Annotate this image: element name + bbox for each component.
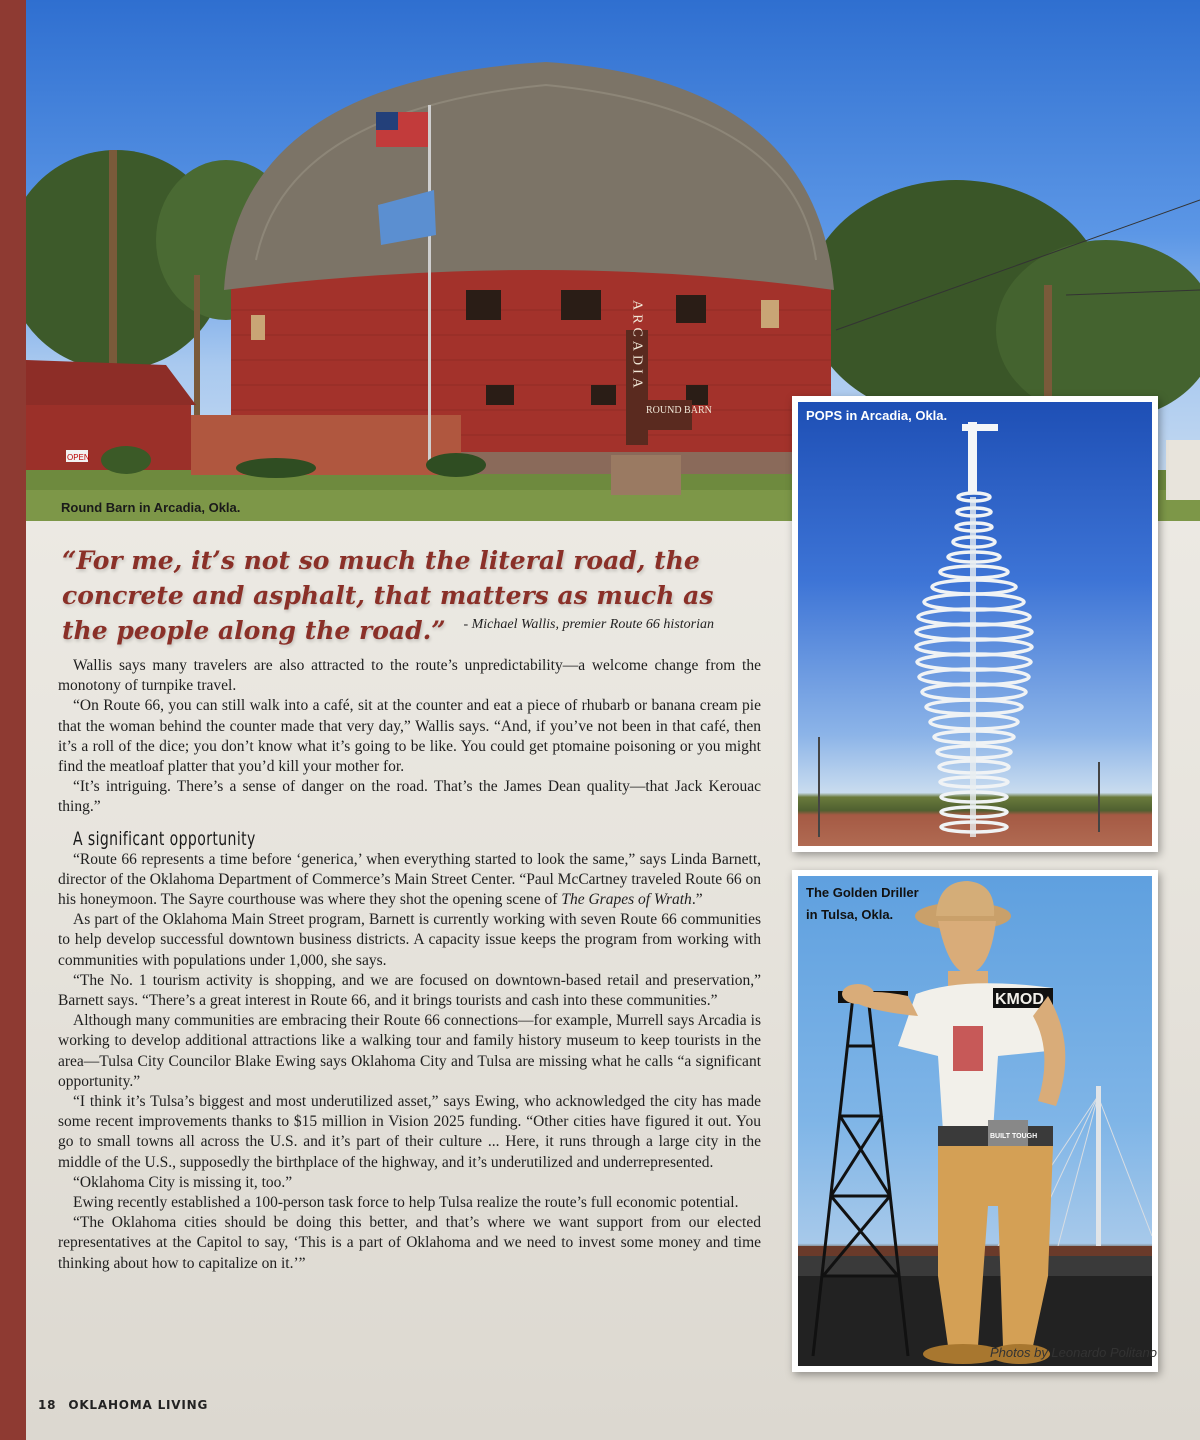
page-footer [38,1398,220,1412]
belt-buckle: BUILT TOUGH [990,1133,1038,1140]
article-paragraph: “It’s intriguing. There’s a sense of danger on the road. That’s the James Dean quality—that Jack Kerouac thing.” [58,778,761,816]
article-paragraph: Ewing recently established a 100-person task force to help Tulsa realize the route’s full economic potential. [73,1194,739,1212]
golden-driller-caption [806,882,966,926]
article-text: .” [691,891,703,909]
article-paragraph: As part of the Oklahoma Main Street program, Barnett is currently working with seven Route 66 communities to help develop successful downtown business districts. A capacity issue keeps the program from working with communities with populations under 1,000, she says. [58,911,761,969]
open-sign: OPEN [67,453,90,462]
page-number: 18 [38,1398,57,1412]
book-title: The Grapes of Wrath [561,891,692,909]
article-paragraph: Although many communities are embracing their Route 66 connections—for example, Murrell says Arcadia is working to develop additional attractions like a walking tour and family history museum to keep tourists in the area—Tulsa City Councilor Blake Ewing says Oklahoma City and Tulsa are missing what he calls “a significant opportunity.” [58,1012,761,1090]
article-body [58,656,761,1274]
golden-driller-photo [798,876,1152,1366]
article-paragraph [58,850,761,911]
pull-quote: “For me, it’s not so much the literal road, the concrete and asphalt, that matters as much as the people along the road.” [62,546,714,645]
photo-credit: Photos by Leonardo Politano [990,1345,1157,1360]
arcadia-sign: ARCADIA [629,300,645,392]
article-paragraph: “I think it’s Tulsa’s biggest and most underutilized asset,” says Ewing, who acknowledged the city has made some recent improvements thanks to $15 million in Vision 2025 funding. “Other cities have figured it out. You go to small towns all across the U.S. and it’s part of their culture ... Here, it runs through a large city in the middle of the U.S., supposedly the birthplace of the highway, and it’s underutilized and underrepresented. [58,1093,761,1171]
sidebar-stripe [0,0,26,1440]
article-paragraph: “The Oklahoma cities should be doing this better, and that’s where we want support from our elected representatives at the Capitol to say, ‘This is a part of Oklahoma and we need to invest some money and time thinking about how to capitalize on it.’” [58,1214,761,1272]
shirt-logo: KMOD [995,991,1044,1008]
article-text: “Route 66 represents a time before ‘generica,’ when everything started to look the same,” says Linda Barnett, director of the Oklahoma Department of Commerce’s Main Street Center. “Paul McCartney traveled Route 66 on his honeymoon. The Sayre courthouse was where they shot the opening scene of [58,850,761,909]
pops-photo [798,402,1152,846]
article-subhead: A significant opportunity [73,827,256,850]
round-barn-caption: Round Barn in Arcadia, Okla. [61,500,241,515]
article-paragraph: “On Route 66, you can still walk into a café, sit at the counter and eat a piece of rhubarb or banana cream pie that the woman behind the counter made that very day,” Wallis says. “And, if you’ve not been in that café, then it’s a roll of the dice; you don’t know what it’s going to be like. You could get ptomaine poisoning or you might find the meatloaf platter that you’d kill your mother for. [58,697,761,776]
golden-driller-caption-line1: The Golden Driller [806,885,919,900]
article-paragraph: Wallis says many travelers are also attracted to the route’s unpredictability—a welcome change from the monotony of turnpike travel. [58,657,761,695]
golden-driller-illustration [798,876,1152,1366]
article-paragraph: “The No. 1 tourism activity is shopping, and we are focused on downtown-based retail and preservation,” Barnett says. “There’s a great interest in Route 66, and it brings tourists and cash into these communities.” [58,971,761,1010]
pops-caption: POPS in Arcadia, Okla. [806,408,948,423]
pops-photo-frame [792,396,1158,852]
golden-driller-caption-line2: in Tulsa, Okla. [806,907,894,922]
quote-attribution: - Michael Wallis, premier Route 66 historian [463,617,714,632]
article-paragraph: “Oklahoma City is missing it, too.” [73,1173,293,1191]
round-barn-sign: ROUND BARN [646,405,712,416]
pops-bottle-illustration [798,402,1152,846]
publication-name: OKLAHOMA LIVING [68,1398,209,1412]
golden-driller-photo-frame [792,870,1158,1372]
